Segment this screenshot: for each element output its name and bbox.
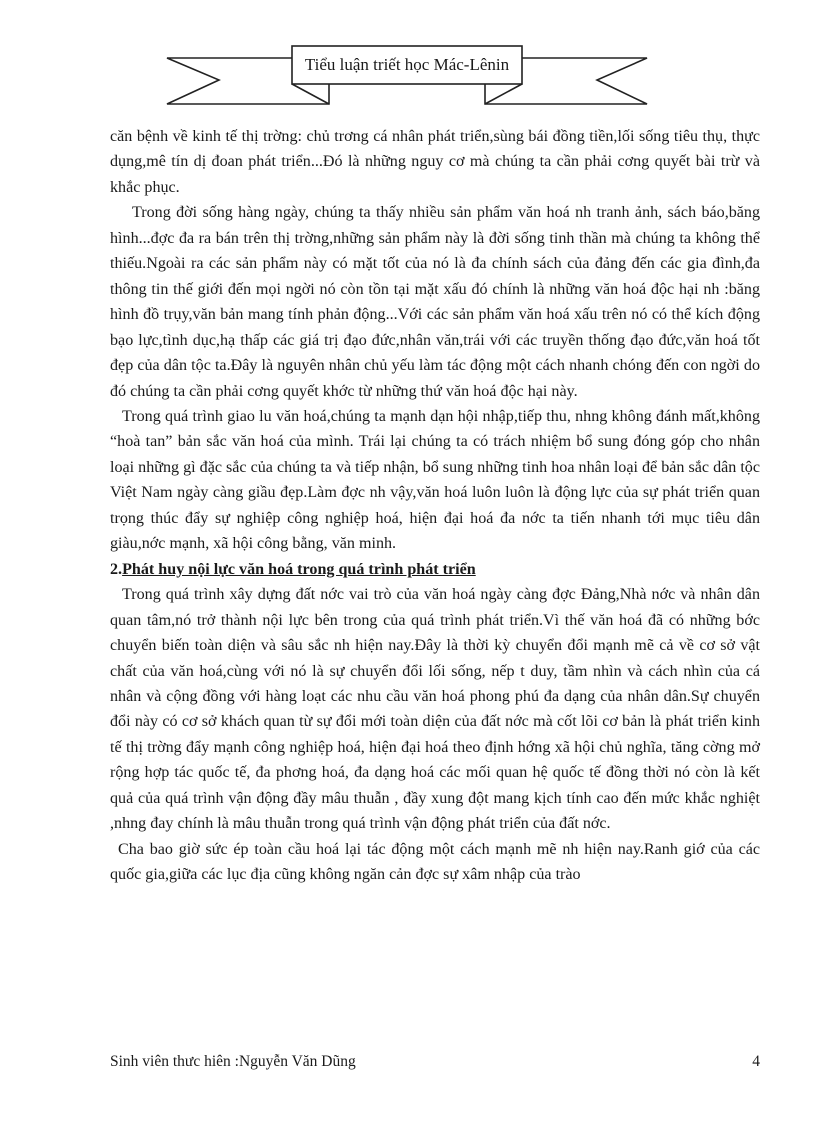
section-title: Phát huy nội lực văn hoá trong quá trình phát triển [122,560,476,578]
paragraph-5: Cha bao giờ sức ép toàn cầu hoá lại tác động một cách mạnh mẽ nh hiện nay.Ranh giớ của các quốc gia,giữa các lục địa cũng không ngăn cản đợc sự xâm nhập của trào [110,840,760,884]
footer-author: Sinh viên thưc hiên :Nguyễn Văn Dũng [110,1053,356,1070]
paragraph-3: Trong quá trình giao lu văn hoá,chúng ta mạnh dạn hội nhập,tiếp thu, nhng không đánh mất,không “hoà tan” bản sắc văn hoá của mình. Trái lại chúng ta có trách nhiệm bổ sung đóng góp cho nhân loại những gì đặc sắc của chúng ta và tiếp nhận, bổ sung những tinh hoa nhân loại để bản sắc dân tộc Việt Nam ngày càng giầu đẹp.Làm đợc nh vậy,văn hoá luôn luôn là động lực của sự phát triển quan trọng thúc đẩy sự nghiệp công nghiệp hoá, hiện đại hoá đa nớc ta tiến nhanh tới mục tiêu dân giàu,nớc mạnh, xã hội công bằng, văn minh. [110,407,760,553]
paragraph-4: Trong quá trình xây dựng đất nớc vai trò của văn hoá ngày càng đợc Đảng,Nhà nớc và nhân dân quan tâm,nó trở thành nội lực bên trong của quá trình phát triển.Vì thế văn hoá đã có những bớc chuyển biến toàn diện và sâu sắc nh hiện nay.Đây là thời kỳ chuyển đổi mạnh mẽ cả về cơ sở vật chất của văn hoá,cùng với nó là sự chuyển đổi lối sống, nếp t duy, tầm nhìn và cách nhìn của cá nhân và cộng đồng với hàng loạt các nhu cầu văn hoá phong phú đa dạng của nhân dân.Sự chuyển đổi này có cơ sở khách quan từ sự đổi mới toàn diện của đất nớc mà cốt lõi cơ bản là phát triển kinh tế thị trờng đẩy mạnh công nghiệp hoá, hiện đại hoá theo định hớng xã hội chủ nghĩa, tăng cờng mở rộng hợp tác quốc tế, đa phơng hoá, đa dạng hoá các mối quan hệ quốc tế đồng thời nó còn là kết quả của quá trình vận động đầy mâu thuẫn , đầy xung đột mang kịch tính cao đến mức khắc nghiệt ,nhng đay chính là mâu thuẫn trong quá trình vận động phát triển của đất nớc. [110,586,760,833]
header-title: Tiểu luận triết học Mác-Lênin [304,55,510,74]
paragraph-2: Trong đời sống hàng ngày, chúng ta thấy nhiều sản phẩm văn hoá nh tranh ảnh, sách báo,băng hình...đợc đa ra bán trên thị trờng,những sản phẩm này là đời sống tinh thần mà chúng ta không thể thiếu.Ngoài ra các sản phẩm này có mặt tốt của nó là đa chính sách của đảng đến các gia đình,đa thông tin thế giới đến mọi ngời nó còn tồn tại mặt xấu đó chính là những văn hoá độc hại nh :băng hình đồ trụy,văn bản mang tính phản động...Với các sản phẩm văn hoá xấu trên nó có thể kích động bạo lực,tình dục,hạ thấp các giá trị đạo đức,nhân văn,trái với các truyền thống đạo đức,văn hoá tốt đẹp của dân tộc ta.Đây là nguyên nhân chủ yếu làm tác động một cách nhanh chóng đến con ngời do đó chúng ta cần phải cơng quyết khớc từ những thứ văn hoá độc hại này. [110,204,760,400]
header-banner [161,34,653,110]
page-footer [110,1053,760,1071]
page-number: 4 [752,1053,760,1070]
section-number: 2. [110,560,123,578]
section-heading [110,557,760,582]
paragraph-1: căn bệnh về kinh tế thị trờng: chủ trơng cá nhân phát triển,sùng bái đồng tiền,lối sống tiêu thụ, thực dụng,mê tín dị đoan phát triển...Đó là những nguy cơ mà chúng ta cần phải cơng quyết bài trừ và khắc phục. [110,128,760,196]
document-body [110,124,760,888]
